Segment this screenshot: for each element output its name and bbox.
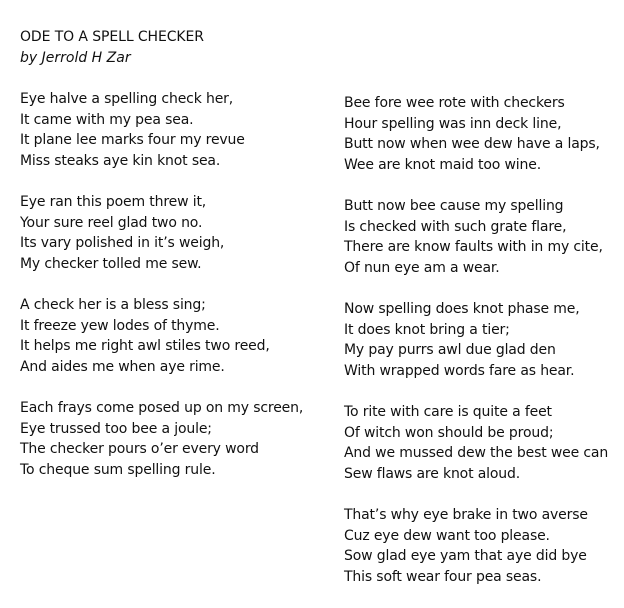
poem-line: My pay purrs awl due glad den	[344, 342, 556, 358]
poem-line: Butt now when wee dew have a laps,	[344, 136, 600, 152]
poem-line: It came with my pea sea.	[20, 111, 194, 128]
poem-line: And aides me when aye rime.	[20, 358, 225, 375]
poem-title: ODE TO A SPELL CHECKER	[20, 29, 204, 45]
poem-line: To cheque sum spelling rule.	[20, 461, 216, 478]
poem-line: Eye ran this poem threw it,	[20, 194, 207, 210]
poem-line: Is checked with such grate flare,	[344, 218, 567, 235]
poem-line: It plane lee marks four my revue	[20, 132, 245, 148]
poem-line: Your sure reel glad two no.	[20, 214, 203, 231]
poem-line: Miss steaks aye kin knot sea.	[20, 152, 221, 169]
poem-line: Eye trussed too bee a joule;	[20, 420, 212, 437]
poem-line: Eye halve a spelling check her,	[20, 91, 234, 107]
stanza	[344, 93, 624, 175]
poem-line: Sew flaws are knot aloud.	[344, 465, 521, 482]
poem-line: Its vary polished in it’s weigh,	[20, 235, 225, 251]
poem-author: by Jerrold H Zar	[20, 50, 131, 66]
poem-line: Of nun eye am a wear.	[344, 259, 500, 276]
right-column	[344, 93, 624, 608]
stanza	[20, 192, 310, 274]
left-column	[20, 89, 310, 501]
stanza	[20, 398, 310, 480]
poem-line: Each frays come posed up on my screen,	[20, 400, 304, 416]
poem-line: It does knot bring a tier;	[344, 321, 510, 338]
poem-line: The checker pours o’er every word	[20, 441, 259, 457]
poem-line: With wrapped words fare as hear.	[344, 362, 575, 379]
poem-line: To rite with care is quite a feet	[344, 404, 552, 420]
poem-line: Now spelling does knot phase me,	[344, 301, 580, 317]
stanza	[344, 402, 624, 484]
poem-line: Hour spelling was inn deck line,	[344, 115, 562, 132]
poem-line: Sow glad eye yam that aye did bye	[344, 548, 587, 564]
stanza	[344, 196, 624, 278]
poem-line: That’s why eye brake in two averse	[344, 507, 588, 523]
poem-line: Wee are knot maid too wine.	[344, 156, 542, 173]
poem-line: Butt now bee cause my spelling	[344, 198, 564, 214]
poem-line: It freeze yew lodes of thyme.	[20, 317, 220, 334]
stanza	[20, 89, 310, 171]
poem-line: A check her is a bless sing;	[20, 297, 206, 313]
poem-line: It helps me right awl stiles two reed,	[20, 338, 270, 354]
stanza	[20, 295, 310, 377]
poem-line: This soft wear four pea seas.	[344, 568, 542, 585]
poem-line: My checker tolled me sew.	[20, 255, 202, 272]
poem-line: And we mussed dew the best wee can	[344, 445, 609, 461]
stanza	[344, 505, 624, 587]
poem-line: There are know faults with in my cite,	[344, 239, 603, 255]
stanza	[344, 299, 624, 381]
poem-line: Bee fore wee rote with checkers	[344, 95, 565, 111]
poem-line: Cuz eye dew want too please.	[344, 527, 550, 544]
poem-line: Of witch won should be proud;	[344, 424, 554, 441]
